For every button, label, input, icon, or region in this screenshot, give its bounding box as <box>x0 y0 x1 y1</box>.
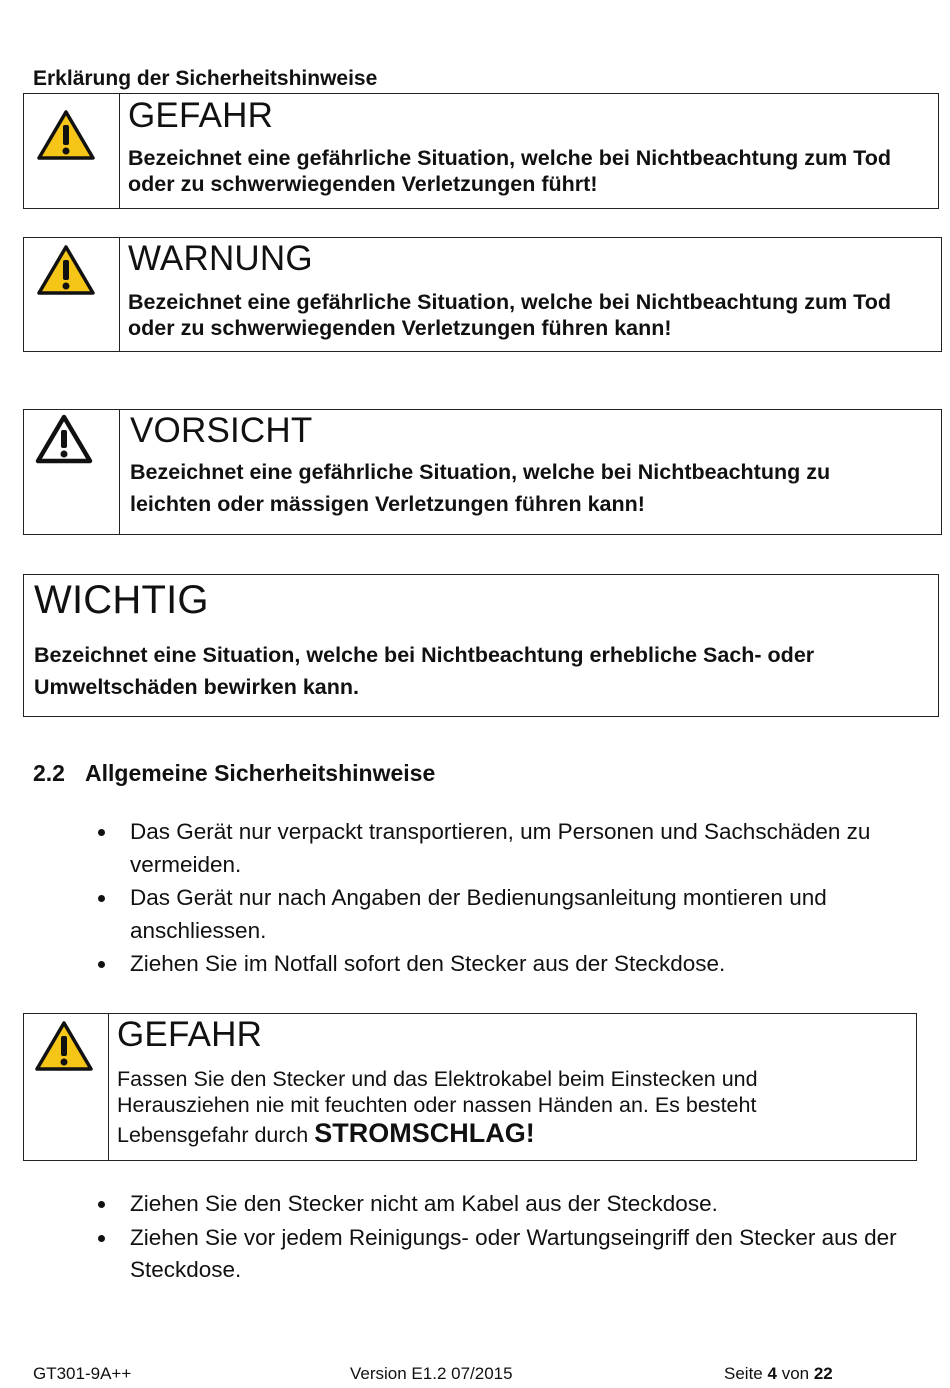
stromschlag-emphasis: STROMSCHLAG! <box>314 1118 535 1148</box>
notice-text <box>117 1066 897 1148</box>
footer-page-sep: von <box>781 1364 810 1383</box>
footer-page-current: 4 <box>767 1364 777 1383</box>
list-item-text: Ziehen Sie vor jedem Reinigungs- oder Wartungseingriff den Stecker aus der Steckdose. <box>130 1224 897 1282</box>
bullet-dot <box>98 1235 105 1242</box>
bullet-dot <box>98 829 105 836</box>
notice-title: VORSICHT <box>130 411 313 450</box>
notice-icon-cell <box>24 94 120 208</box>
notice-text: Bezeichnet eine Situation, welche bei Nichtbeachtung erhebliche Sach- oder Umweltschäden bewirken kann. <box>34 643 815 699</box>
notice-text: Bezeichnet eine gefährliche Situation, welche bei Nichtbeachtung zum Tod oder zu schwerwiegenden Verletzungen führt! <box>128 146 891 196</box>
bullet-dot <box>98 961 105 968</box>
list-item-text: Das Gerät nur nach Angaben der Bedienungsanleitung montieren und anschliessen. <box>130 885 827 943</box>
section-number: 2.2 <box>33 760 65 786</box>
list-item-text: Das Gerät nur verpackt transportieren, um Personen und Sachschäden zu vermeiden. <box>130 819 871 877</box>
list-item <box>33 1222 913 1287</box>
list-item-text: Ziehen Sie den Stecker nicht am Kabel aus der Steckdose. <box>130 1191 718 1216</box>
notice-icon-cell <box>24 1014 109 1160</box>
list-item <box>33 882 913 947</box>
notice-vorsicht <box>23 409 942 535</box>
warning-triangle-yellow-icon <box>34 1020 94 1072</box>
list-item <box>33 816 913 881</box>
notice-title: GEFAHR <box>128 96 274 135</box>
notice-icon-cell <box>24 410 120 534</box>
bullet-dot <box>98 895 105 902</box>
notice-icon-cell <box>24 238 120 351</box>
notice-warnung <box>23 237 942 352</box>
warning-triangle-yellow-icon <box>36 109 96 161</box>
bullet-dot <box>98 1201 105 1208</box>
list-item-text: Ziehen Sie im Notfall sofort den Stecker aus der Steckdose. <box>130 951 726 976</box>
bullet-list-1 <box>33 816 913 982</box>
notice-title: WARNUNG <box>128 239 313 278</box>
notice-text: Bezeichnet eine gefährliche Situation, welche bei Nichtbeachtung zum Tod oder zu schwerwiegenden Verletzungen führen kann! <box>128 290 891 340</box>
section-heading <box>33 760 435 787</box>
footer-page <box>724 1364 833 1384</box>
notice-line-text: Lebensgefahr durch <box>117 1123 309 1147</box>
page-heading: Erklärung der Sicherheitshinweise <box>33 67 378 90</box>
notice-line: Herausziehen nie mit feuchten oder nassen Händen an. Es besteht <box>117 1093 757 1117</box>
list-item <box>33 948 913 981</box>
bullet-list-2 <box>33 1188 913 1288</box>
notice-line <box>117 1120 897 1148</box>
notice-wichtig <box>23 574 939 717</box>
footer-model: GT301-9A++ <box>33 1364 132 1383</box>
danger-notice <box>23 1013 917 1161</box>
warning-triangle-yellow-icon <box>36 244 96 296</box>
notice-line: Fassen Sie den Stecker und das Elektrokabel beim Einstecken und <box>117 1067 758 1091</box>
section-title: Allgemeine Sicherheitshinweise <box>85 760 436 786</box>
notice-gefahr <box>23 93 939 209</box>
warning-triangle-outline-icon <box>34 413 94 465</box>
notice-text: Bezeichnet eine gefährliche Situation, welche bei Nichtbeachtung zu leichten oder mässigen Verletzungen führen kann! <box>130 460 831 516</box>
footer-page-total: 22 <box>813 1364 833 1383</box>
list-item <box>33 1188 913 1221</box>
footer-page-prefix: Seite <box>724 1364 763 1383</box>
notice-title: GEFAHR <box>117 1015 263 1054</box>
notice-title: WICHTIG <box>34 578 209 622</box>
footer-version: Version E1.2 07/2015 <box>350 1364 513 1383</box>
